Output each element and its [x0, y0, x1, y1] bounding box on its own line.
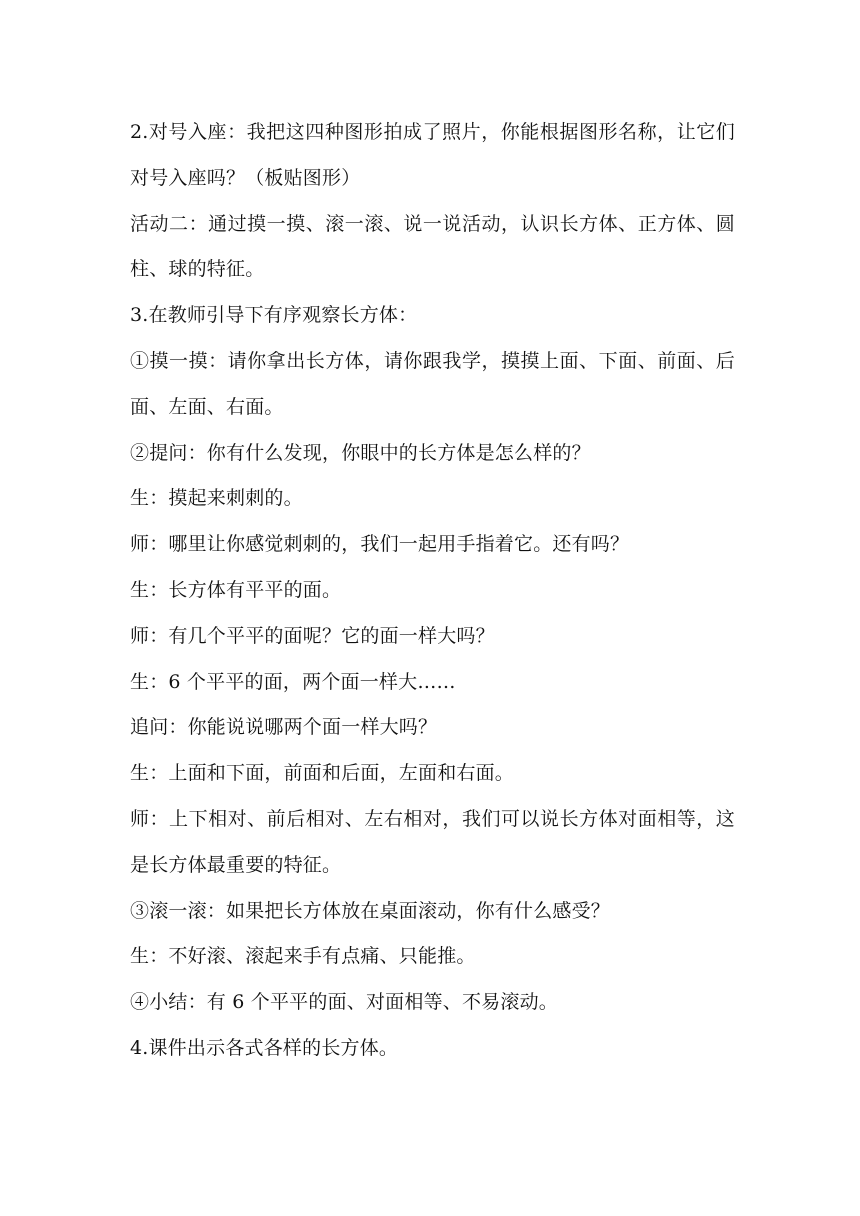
paragraph-student-4: 生：上面和下面，前面和后面，左面和右面。 [130, 762, 515, 785]
paragraph-teacher-3: 师：上下相对、前后相对、左右相对，我们可以说长方体对面相等，这是长方体最重要的特征。 [130, 807, 735, 876]
paragraph-student-3: 生：6 个平平的面，两个面一样大…… [130, 670, 456, 693]
paragraph-question: ②提问：你有什么发现，你眼中的长方体是怎么样的？ [130, 441, 591, 464]
paragraph-observe-cuboid: 3.在教师引导下有序观察长方体： [130, 304, 418, 327]
paragraph-student-2: 生：长方体有平平的面。 [130, 578, 342, 601]
paragraph-student-5: 生：不好滚、滚起来手有点痛、只能推。 [130, 945, 476, 968]
document-body [130, 110, 735, 1072]
paragraph-student-1: 生：摸起来刺刺的。 [130, 487, 303, 510]
paragraph-summary: ④小结：有 6 个平平的面、对面相等、不易滚动。 [130, 991, 558, 1014]
paragraph-follow-up: 追问：你能说说哪两个面一样大吗？ [130, 716, 438, 739]
paragraph-roll: ③滚一滚：如果把长方体放在桌面滚动，你有什么感受？ [130, 899, 611, 922]
paragraph-shape-matching: 2.对号入座：我把这四种图形拍成了照片，你能根据图形名称，让它们对号入座吗？（板贴图形） [130, 121, 735, 189]
paragraph-teacher-1: 师：哪里让你感觉刺刺的，我们一起用手指着它。还有吗？ [130, 533, 630, 556]
paragraph-touch: ①摸一摸：请你拿出长方体，请你跟我学，摸摸上面、下面、前面、后面、左面、右面。 [130, 349, 735, 418]
paragraph-teacher-2: 师：有几个平平的面呢？它的面一样大吗？ [130, 624, 495, 647]
paragraph-activity-two: 活动二：通过摸一摸、滚一滚、说一说活动，认识长方体、正方体、圆柱、球的特征。 [130, 212, 735, 281]
paragraph-courseware: 4.课件出示各式各样的长方体。 [130, 1036, 399, 1059]
